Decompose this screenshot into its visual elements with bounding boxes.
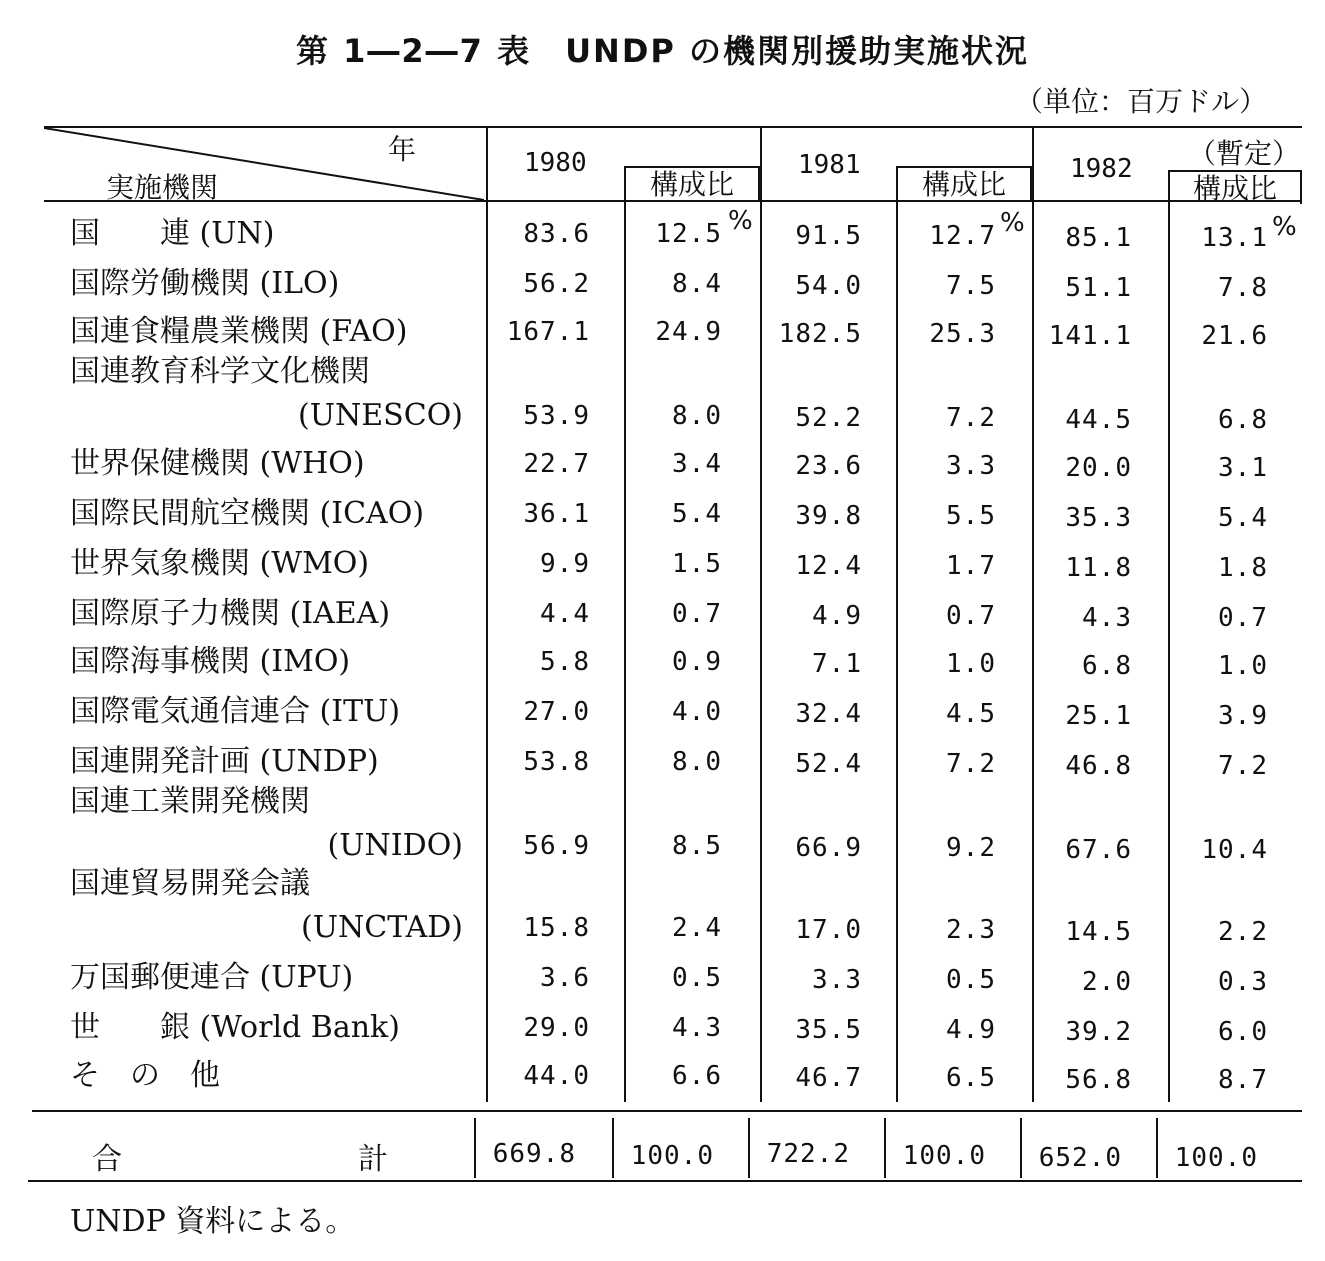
cell-v1980: 5.8	[540, 647, 590, 677]
total-ratio-1982: 100.0	[1174, 1143, 1258, 1173]
source-note: UNDP 資料による。	[70, 1204, 356, 1239]
cell-r1980: 4.3	[672, 1013, 722, 1043]
agency-abbr: (UNIDO)	[327, 828, 463, 863]
agency-abbr: (WHO)	[259, 446, 365, 481]
cell-v1980: 22.7	[523, 449, 590, 479]
bottom-rule	[28, 1180, 1302, 1182]
cell-v1980: 15.8	[523, 913, 590, 943]
cell-r1981: 4.9	[946, 1015, 996, 1045]
agency-name	[70, 1010, 462, 1046]
cell-r1981: 3.3	[946, 451, 996, 481]
agency-name-text: そ の 他	[70, 1058, 220, 1093]
agency-name-text: 世 銀	[70, 1010, 190, 1045]
cell-r1982: 7.8	[1218, 273, 1268, 303]
cell-r1982: 8.7	[1218, 1065, 1268, 1095]
cell-v1982: 56.8	[1065, 1065, 1132, 1095]
cell-v1981: 17.0	[795, 915, 862, 945]
cell-v1982: 85.1	[1065, 223, 1132, 253]
agency-abbr: (UNESCO)	[298, 398, 463, 433]
cell-r1980: 0.7	[672, 599, 722, 629]
cell-v1982: 14.5	[1065, 917, 1132, 947]
cell-v1982: 67.6	[1065, 835, 1132, 865]
cell-r1980: 0.9	[672, 647, 722, 677]
cell-v1980: 53.9	[523, 401, 590, 431]
ratio-header-1982: 構成比	[1168, 170, 1302, 204]
cell-r1980: 0.5	[672, 963, 722, 993]
agency-name	[70, 644, 462, 680]
cell-r1981: 7.2	[946, 749, 996, 779]
provisional-label: （暫定）	[1188, 137, 1301, 170]
cell-r1980: 5.4	[672, 499, 722, 529]
total-ratio-1981: 100.0	[902, 1141, 986, 1171]
cell-r1981: 1.7	[946, 551, 996, 581]
cell-r1982: 0.3	[1218, 967, 1268, 997]
cell-v1981: 3.3	[812, 965, 862, 995]
year-1981: 1981	[798, 150, 861, 180]
cell-r1981: 25.3	[929, 319, 996, 349]
agency-name	[70, 216, 462, 252]
cell-v1980: 4.4	[540, 599, 590, 629]
agency-name-text: 国際原子力機関	[70, 596, 280, 631]
agency-name-text: 国連開発計画	[70, 744, 250, 779]
agency-name	[70, 446, 462, 482]
cell-v1981: 52.4	[795, 749, 862, 779]
cell-r1982: 3.1	[1218, 453, 1268, 483]
percent-mark-1981: %	[1000, 208, 1025, 238]
agency-abbr: (ILO)	[259, 266, 340, 301]
agency-abbr: (ITU)	[319, 694, 401, 729]
cell-r1980: 3.4	[672, 449, 722, 479]
table-title: 第 1―2―7 表 UNDP の機関別援助実施状況	[295, 32, 1029, 70]
cell-r1982: 1.8	[1218, 553, 1268, 583]
cell-r1980: 2.4	[672, 913, 722, 943]
cell-v1980: 56.2	[523, 269, 590, 299]
cell-v1981: 52.2	[795, 403, 862, 433]
cell-r1980: 24.9	[655, 317, 722, 347]
agency-name	[70, 596, 462, 632]
cell-r1981: 5.5	[946, 501, 996, 531]
cell-v1980: 36.1	[523, 499, 590, 529]
ratio-header-1980: 構成比	[624, 166, 760, 200]
cell-v1982: 51.1	[1065, 273, 1132, 303]
agency-abbr: (IMO)	[259, 644, 351, 679]
agency-name-text: 国際電気通信連合	[70, 694, 310, 729]
cell-v1982: 35.3	[1065, 503, 1132, 533]
agency-abbr: (UNCTAD)	[301, 910, 463, 945]
agency-abbr: (UNDP)	[259, 744, 379, 779]
agency-name-text: 国際民間航空機関	[70, 496, 310, 531]
total-1980: 669.8	[492, 1139, 576, 1169]
cell-r1981: 2.3	[946, 915, 996, 945]
cell-r1980: 4.0	[672, 697, 722, 727]
cell-v1980: 9.9	[540, 549, 590, 579]
cell-v1981: 91.5	[795, 221, 862, 251]
cell-v1980: 44.0	[523, 1061, 590, 1091]
agency-abbr: (ICAO)	[319, 496, 425, 531]
cell-v1981: 12.4	[795, 551, 862, 581]
agency-name: 国連教育科学文化機関	[70, 354, 370, 389]
cell-v1981: 54.0	[795, 271, 862, 301]
cell-v1981: 4.9	[812, 601, 862, 631]
cell-r1982: 10.4	[1201, 835, 1268, 865]
agency-abbr: (UPU)	[259, 960, 354, 995]
cell-r1981: 1.0	[946, 649, 996, 679]
agency-abbr: (WMO)	[259, 546, 370, 581]
cell-v1981: 46.7	[795, 1063, 862, 1093]
percent-mark-1982: %	[1272, 212, 1297, 242]
cell-r1980: 12.5	[655, 219, 722, 249]
percent-mark-1980: %	[728, 206, 753, 236]
cell-r1980: 1.5	[672, 549, 722, 579]
cell-r1981: 9.2	[946, 833, 996, 863]
cell-r1982: 5.4	[1218, 503, 1268, 533]
cell-r1982: 6.0	[1218, 1017, 1268, 1047]
cell-r1981: 7.2	[946, 403, 996, 433]
year-1980: 1980	[524, 148, 587, 178]
cell-r1981: 6.5	[946, 1063, 996, 1093]
total-top-rule	[32, 1110, 1302, 1112]
agency-name: 国連工業開発機関	[70, 784, 310, 819]
agency-abbr: (UN)	[199, 216, 275, 251]
total-ratio-1980: 100.0	[630, 1141, 714, 1171]
ratio-header-1981: 構成比	[896, 166, 1032, 200]
cell-v1980: 53.8	[523, 747, 590, 777]
cell-r1982: 1.0	[1218, 651, 1268, 681]
cell-r1981: 0.5	[946, 965, 996, 995]
cell-r1980: 8.0	[672, 747, 722, 777]
cell-v1981: 7.1	[812, 649, 862, 679]
agency-name	[70, 496, 462, 532]
header-agency: 実施機関	[106, 171, 219, 204]
agency-name-text: 万国郵便連合	[70, 960, 250, 995]
cell-v1981: 39.8	[795, 501, 862, 531]
cell-r1982: 6.8	[1218, 405, 1268, 435]
cell-v1982: 4.3	[1082, 603, 1132, 633]
cell-v1980: 3.6	[540, 963, 590, 993]
agency-name-text: 国 連	[70, 216, 190, 251]
agency-name-text: 世界保健機関	[70, 446, 250, 481]
cell-v1980: 83.6	[523, 219, 590, 249]
cell-v1982: 25.1	[1065, 701, 1132, 731]
cell-r1982: 2.2	[1218, 917, 1268, 947]
cell-v1980: 167.1	[506, 317, 590, 347]
cell-r1981: 12.7	[929, 221, 996, 251]
cell-v1981: 23.6	[795, 451, 862, 481]
cell-r1980: 8.5	[672, 831, 722, 861]
cell-v1982: 46.8	[1065, 751, 1132, 781]
unit-note: （単位：百万ドル）	[1014, 85, 1267, 118]
total-label-a: 合	[92, 1142, 122, 1177]
cell-v1982: 11.8	[1065, 553, 1132, 583]
agency-name	[70, 694, 462, 730]
cell-r1982: 21.6	[1201, 321, 1268, 351]
cell-v1981: 35.5	[795, 1015, 862, 1045]
cell-r1982: 3.9	[1218, 701, 1268, 731]
cell-v1980: 27.0	[523, 697, 590, 727]
year-1982: 1982	[1070, 154, 1133, 184]
header-year: 年	[388, 133, 417, 166]
cell-v1982: 141.1	[1048, 321, 1132, 351]
agency-name-text: 国際海事機関	[70, 644, 250, 679]
agency-name-text: 国連食糧農業機関	[70, 314, 310, 349]
cell-r1980: 8.4	[672, 269, 722, 299]
agency-abbr: (World Bank)	[199, 1010, 400, 1045]
cell-v1982: 6.8	[1082, 651, 1132, 681]
cell-r1981: 0.7	[946, 601, 996, 631]
cell-v1981: 66.9	[795, 833, 862, 863]
agency-abbr: (FAO)	[319, 314, 408, 349]
agency-name	[70, 744, 462, 780]
cell-v1980: 29.0	[523, 1013, 590, 1043]
agency-name-text: 世界気象機関	[70, 546, 250, 581]
cell-r1982: 0.7	[1218, 603, 1268, 633]
total-label-b: 計	[358, 1142, 388, 1177]
agency-name-text: 国際労働機関	[70, 266, 250, 301]
agency-name: 国連貿易開発会議	[70, 866, 310, 901]
cell-r1980: 6.6	[672, 1061, 722, 1091]
cell-v1982: 39.2	[1065, 1017, 1132, 1047]
cell-r1980: 8.0	[672, 401, 722, 431]
cell-r1982: 13.1	[1201, 223, 1268, 253]
cell-v1982: 2.0	[1082, 967, 1132, 997]
total-1982: 652.0	[1038, 1143, 1122, 1173]
cell-v1982: 20.0	[1065, 453, 1132, 483]
cell-r1981: 4.5	[946, 699, 996, 729]
agency-name	[70, 1058, 462, 1094]
agency-name	[70, 314, 462, 350]
cell-r1982: 7.2	[1218, 751, 1268, 781]
cell-v1981: 182.5	[778, 319, 862, 349]
agency-abbr: (IAEA)	[289, 596, 391, 631]
agency-name	[70, 960, 462, 996]
cell-r1981: 7.5	[946, 271, 996, 301]
agency-name	[70, 546, 462, 582]
agency-name	[70, 266, 462, 302]
cell-v1981: 32.4	[795, 699, 862, 729]
cell-v1980: 56.9	[523, 831, 590, 861]
cell-v1982: 44.5	[1065, 405, 1132, 435]
total-1981: 722.2	[766, 1139, 850, 1169]
